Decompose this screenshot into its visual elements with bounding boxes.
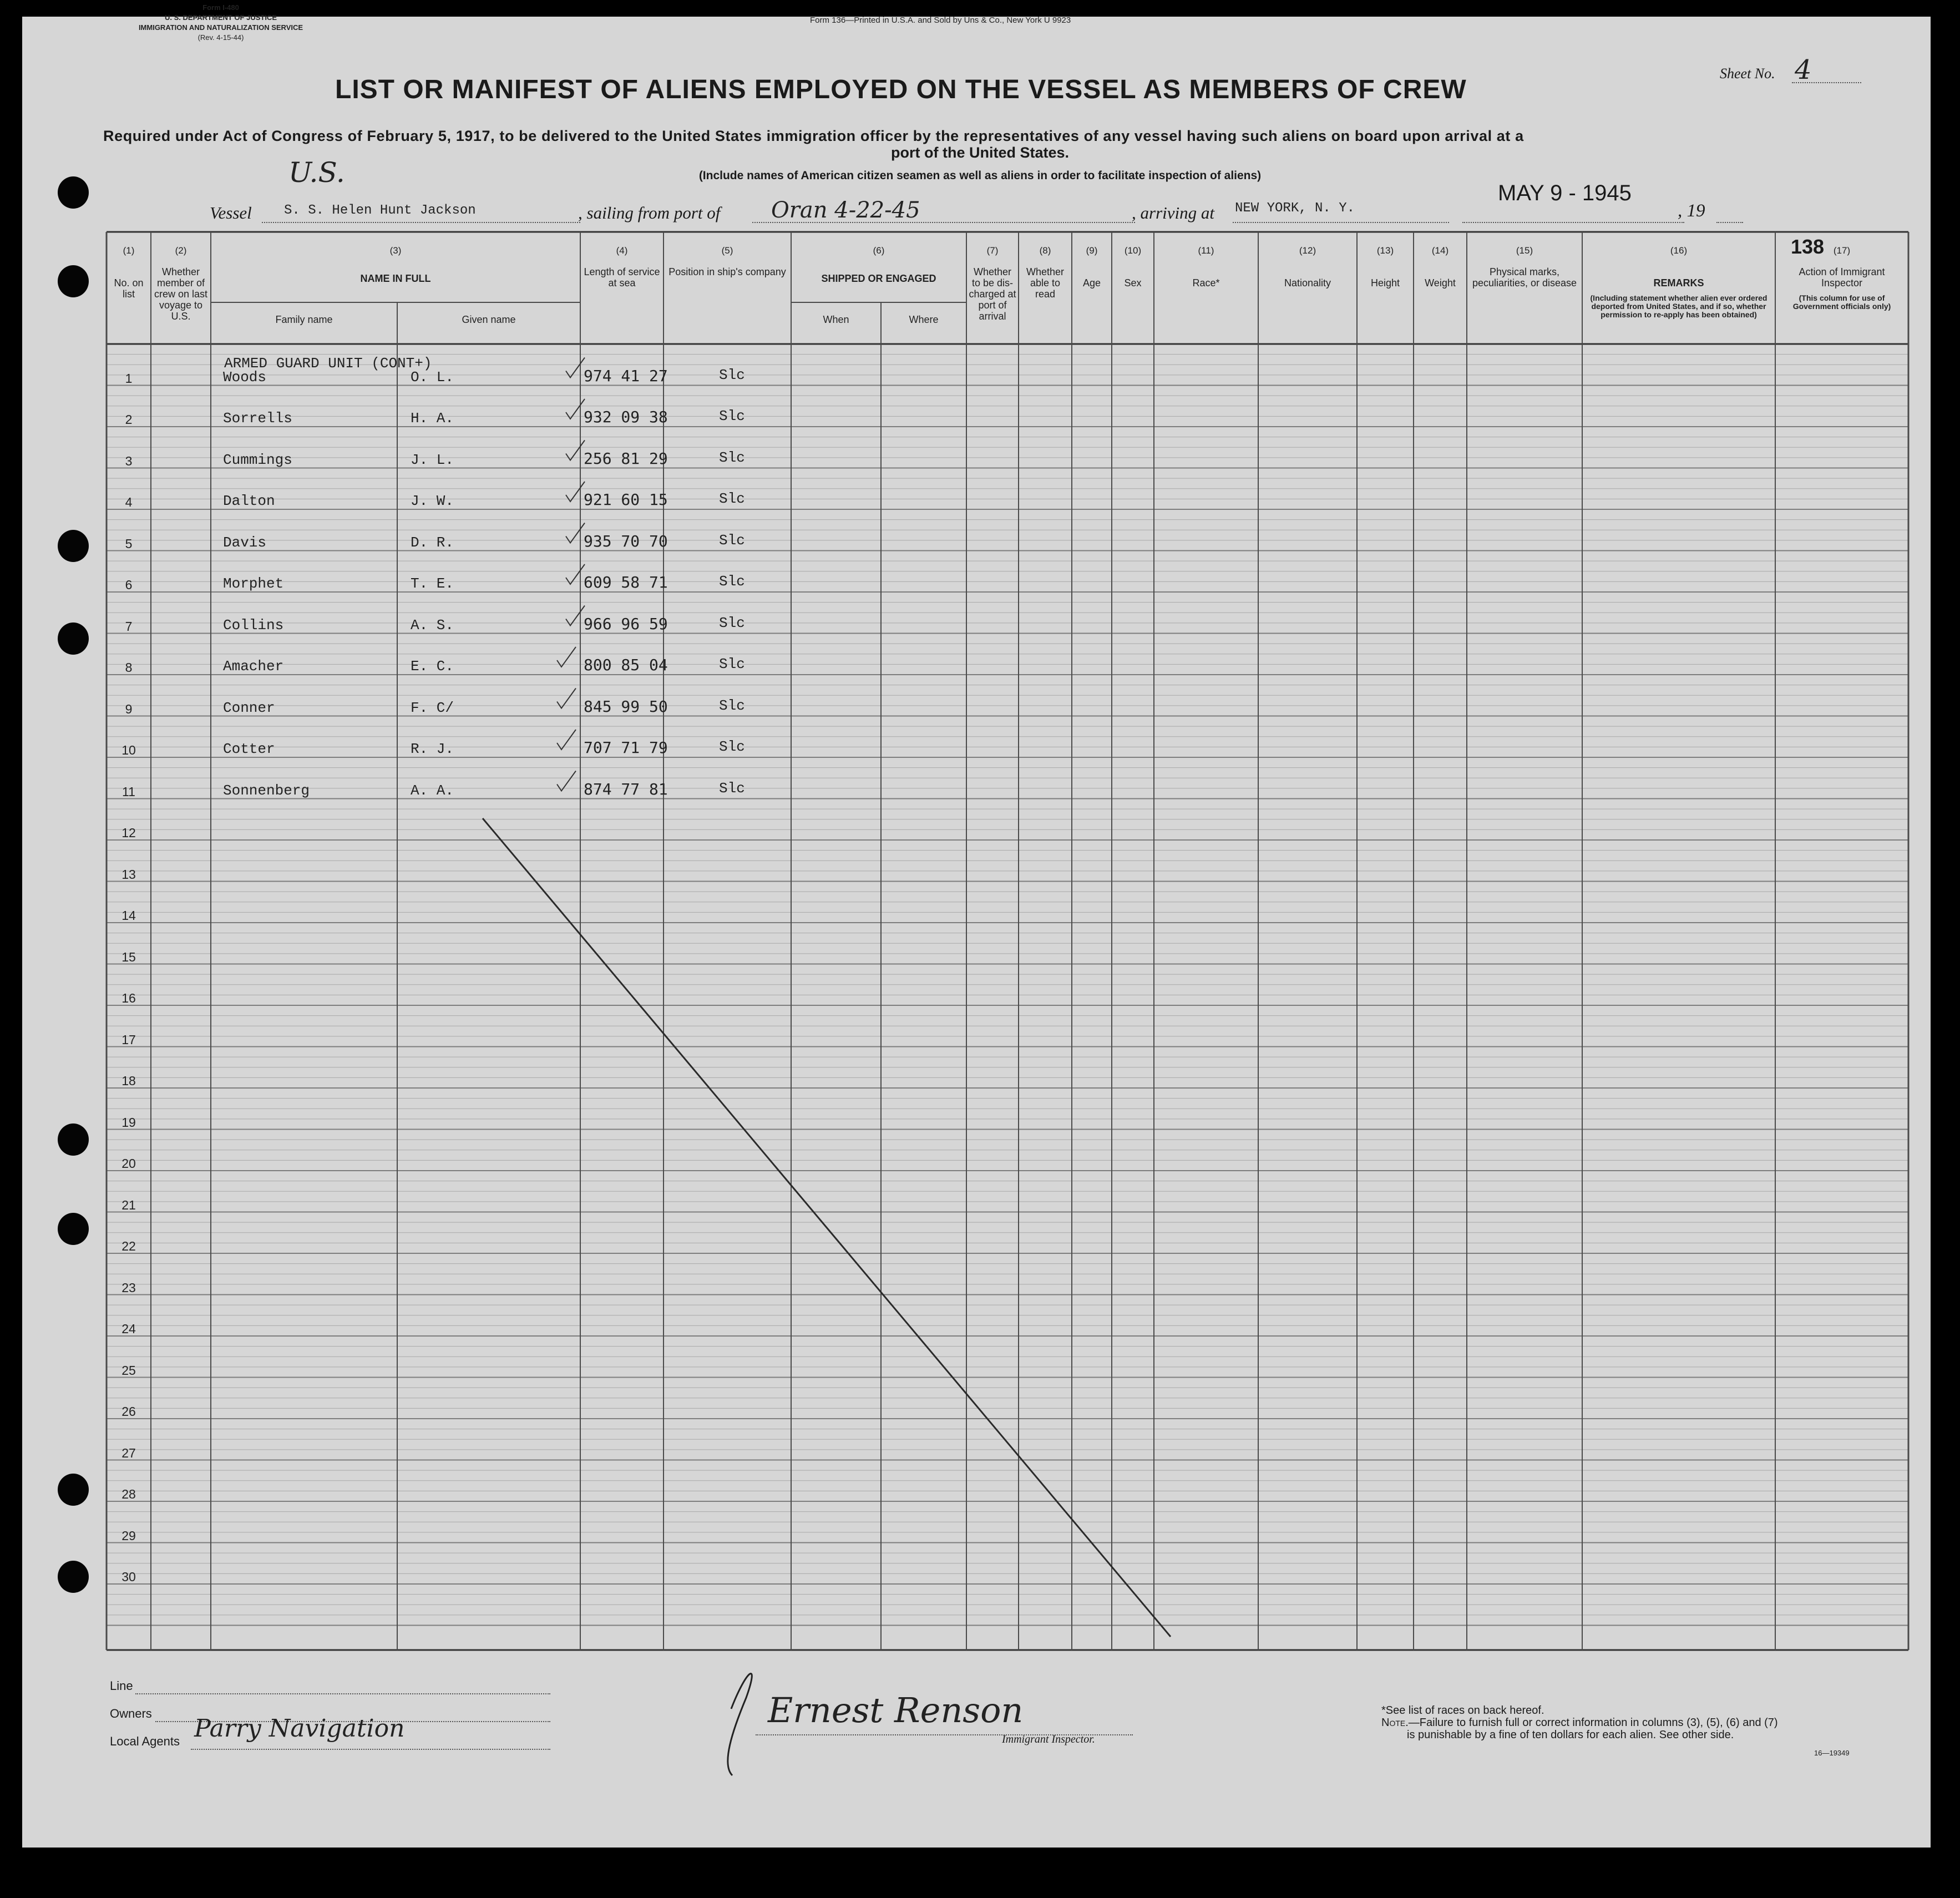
column-header: No. on list: [114, 277, 144, 300]
sailing-value: Oran 4-22-45: [771, 198, 920, 223]
inspector-label: Immigrant Inspector.: [1002, 1733, 1095, 1745]
column-header: Length of service at sea: [584, 266, 660, 289]
service-number: 707 71 79: [584, 738, 668, 757]
service-number: 966 96 59: [584, 614, 668, 633]
row-number: 10: [121, 743, 136, 757]
column-number: (9): [1086, 245, 1098, 256]
row-number: 2: [125, 412, 133, 427]
row-number: 7: [125, 619, 133, 634]
row-number: 9: [125, 701, 133, 716]
column-number: (3): [389, 245, 402, 256]
form-title: LIST OR MANIFEST OF ALIENS EMPLOYED ON THE VESSEL AS MEMBERS OF CREW: [335, 75, 1467, 104]
race-note: *See list of races on back hereof.: [1381, 1704, 1544, 1717]
position-value: Slc: [719, 366, 745, 383]
column-number: (5): [721, 245, 733, 256]
column-note: (This column for use of Government officials only): [1792, 293, 1891, 311]
column-note: (Including statement whether alien ever ordered deported from United States, and if so, whether permission to re-apply has been obtained): [1590, 293, 1767, 319]
column-number: (1): [123, 245, 135, 256]
row-number: 13: [121, 867, 136, 882]
given-name: J. L.: [411, 451, 454, 468]
row-number: 16: [121, 991, 136, 1005]
given-name: R. J.: [411, 741, 454, 757]
column-header: Age: [1082, 277, 1101, 289]
given-name: E. C.: [411, 658, 454, 675]
family-name: Cotter: [223, 741, 275, 757]
column-number: (6): [873, 245, 885, 256]
agents-rule: [191, 1748, 550, 1750]
check-mark: [557, 730, 576, 750]
given-name: D. R.: [411, 534, 454, 551]
row-number: 12: [121, 826, 136, 840]
instruction: (Include names of American citizen seamen as well as aliens in order to facilitate inspection of aliens): [698, 169, 1262, 182]
row-number: 8: [125, 660, 133, 675]
column-number: (14): [1431, 245, 1449, 256]
column-header: Action of Immigrant Inspector: [1799, 266, 1885, 289]
sailing-label: , sailing from port of: [578, 203, 721, 222]
vessel-annotation: U.S.: [288, 156, 345, 189]
position-value: Slc: [719, 573, 745, 590]
printer-note: Form 136—Printed in U.S.A. and Sold by Uns & Co., New York U 9923: [810, 16, 1071, 25]
form-code: 16—19349: [1814, 1749, 1850, 1757]
row-number: 27: [121, 1445, 136, 1460]
position-value: Slc: [719, 449, 745, 466]
family-name: Morphet: [223, 575, 284, 592]
fine-note-line-1: [1381, 1717, 1778, 1729]
service-number: 874 77 81: [584, 780, 668, 798]
family-name: Sonnenberg: [223, 782, 310, 799]
service: IMMIGRATION AND NATURALIZATION SERVICE: [138, 23, 303, 32]
column-header: Height: [1370, 277, 1400, 289]
family-name: Sorrells: [223, 410, 292, 427]
row-number: 26: [121, 1404, 136, 1419]
column-header: Race*: [1192, 277, 1220, 289]
subheader-right: Where: [909, 314, 939, 325]
column-number: (2): [175, 245, 187, 256]
column-header: Nationality: [1284, 277, 1331, 289]
line-rule: [135, 1692, 550, 1694]
check-mark: [557, 647, 576, 667]
position-value: Slc: [719, 532, 745, 549]
form-number: Form I-480: [202, 3, 239, 12]
row-number: 29: [121, 1528, 136, 1543]
family-name: Conner: [223, 699, 275, 716]
stamp-number: 138: [1791, 235, 1825, 258]
check-mark: [566, 441, 585, 460]
position-value: Slc: [719, 490, 745, 507]
service-number: 845 99 50: [584, 697, 668, 716]
position-value: Slc: [719, 408, 745, 424]
check-mark: [566, 564, 585, 584]
unit-heading: ARMED GUARD UNIT (CONT+): [224, 355, 432, 372]
given-name: A. S.: [411, 616, 454, 634]
check-mark: [557, 771, 576, 791]
year-label: , 19: [1678, 201, 1705, 221]
fine-note-line-2: is punishable by a fine of ten dollars for each alien. See other side.: [1407, 1729, 1734, 1741]
given-name: T. E.: [411, 575, 454, 592]
column-header: SHIPPED OR ENGAGED: [821, 273, 936, 284]
vessel-value: S. S. Helen Hunt Jackson: [284, 203, 476, 218]
row-number: 17: [121, 1032, 136, 1047]
family-name: Collins: [223, 616, 284, 634]
check-mark: [566, 606, 585, 626]
department: U. S. DEPARTMENT OF JUSTICE: [165, 13, 277, 22]
line-label: Line: [110, 1679, 133, 1693]
column-header: Whether member of crew on last voyage to U.S.: [154, 266, 208, 322]
row-number: 30: [121, 1570, 136, 1584]
given-name: A. A.: [411, 782, 454, 799]
row-number: 28: [121, 1487, 136, 1501]
given-name: F. C/: [411, 699, 454, 716]
column-number: (8): [1039, 245, 1051, 256]
row-number: 15: [121, 949, 136, 964]
arriving-label: , arriving at: [1132, 203, 1214, 222]
service-number: 800 85 04: [584, 656, 668, 674]
owners-label: Owners: [110, 1707, 152, 1720]
check-mark: [566, 482, 585, 502]
subheader-left: Family name: [275, 314, 333, 325]
given-name: J. W.: [411, 493, 454, 509]
family-name: Davis: [223, 534, 267, 551]
subtitle-line-1: Required under Act of Congress of February 5, 1917, to be delivered to the United States immigration officer by the representatives of any vessel having such aliens on board upon arrival at a: [103, 128, 1524, 144]
column-number: (15): [1516, 245, 1533, 256]
column-header: Position in ship's company: [668, 266, 786, 277]
sheet-number: 4: [1795, 54, 1812, 85]
position-value: Slc: [719, 656, 745, 672]
family-name: Cummings: [223, 451, 292, 468]
column-number: (10): [1124, 245, 1142, 256]
row-number: 21: [121, 1197, 136, 1212]
column-header: Physical marks, peculiarities, or disease: [1472, 266, 1577, 289]
check-mark: [566, 523, 585, 543]
arriving-value: NEW YORK, N. Y.: [1235, 201, 1355, 216]
column-number: (13): [1376, 245, 1394, 256]
sheet-label: Sheet No.: [1720, 65, 1775, 82]
arrival-date-stamp: MAY 9 - 1945: [1498, 181, 1632, 205]
service-number: 935 70 70: [584, 532, 668, 550]
family-name: Dalton: [223, 493, 275, 509]
subheader-left: When: [823, 314, 849, 325]
service-number: 974 41 27: [584, 366, 668, 385]
note-label: Note.: [1381, 1717, 1409, 1729]
column-header: Whether to be dis-charged at port of arrival: [969, 266, 1016, 322]
cancel-strike-line: [483, 818, 1171, 1637]
row-number: 25: [121, 1363, 136, 1378]
row-number: 24: [121, 1322, 136, 1336]
position-value: Slc: [719, 780, 745, 797]
agents-label: Local Agents: [110, 1734, 180, 1748]
row-number: 11: [122, 784, 135, 799]
column-header: Sex: [1124, 277, 1142, 289]
position-value: Slc: [719, 614, 745, 631]
row-number: 19: [121, 1115, 136, 1130]
inspector-signature: Ernest Renson: [768, 1690, 1024, 1730]
column-number: (7): [986, 245, 999, 256]
row-number: 23: [121, 1280, 136, 1295]
service-number: 256 81 29: [584, 449, 668, 468]
column-number: (16): [1670, 245, 1688, 256]
subheader-right: Given name: [462, 314, 516, 325]
agents-value: Parry Navigation: [194, 1714, 405, 1743]
note-text-1: —Failure to furnish full or correct information in columns (3), (5), (6) and (7): [1408, 1717, 1778, 1729]
column-number: (17): [1833, 245, 1851, 256]
check-mark: [566, 399, 585, 419]
column-number: (12): [1299, 245, 1316, 256]
column-number: (4): [616, 245, 628, 256]
row-number: 4: [125, 495, 133, 509]
given-name: H. A.: [411, 410, 454, 427]
subtitle-line-2: port of the United States.: [890, 144, 1069, 161]
column-header: Weight: [1425, 277, 1456, 289]
row-number: 1: [125, 371, 133, 386]
row-number: 20: [121, 1156, 136, 1171]
row-number: 6: [125, 578, 133, 592]
column-header: NAME IN FULL: [360, 273, 431, 284]
position-value: Slc: [719, 738, 745, 755]
column-header: Whether able to read: [1026, 266, 1065, 300]
family-name: Woods: [223, 368, 267, 386]
service-number: 932 09 38: [584, 408, 668, 426]
vessel-label: Vessel: [210, 203, 252, 222]
service-number: 921 60 15: [584, 490, 668, 509]
check-mark: [557, 689, 576, 708]
revision: (Rev. 4-15-44): [197, 33, 244, 42]
row-number: 3: [125, 453, 133, 468]
check-mark: [566, 358, 585, 378]
position-value: Slc: [719, 697, 745, 714]
service-number: 609 58 71: [584, 573, 668, 591]
column-number: (11): [1198, 245, 1214, 256]
row-number: 18: [121, 1074, 136, 1088]
row-number: 5: [125, 536, 133, 551]
column-header: REMARKS: [1653, 277, 1704, 289]
given-name: O. L.: [411, 368, 454, 386]
signature-flourish: [728, 1673, 752, 1775]
row-number: 14: [121, 908, 136, 923]
row-number: 22: [121, 1239, 136, 1253]
family-name: Amacher: [223, 658, 284, 675]
